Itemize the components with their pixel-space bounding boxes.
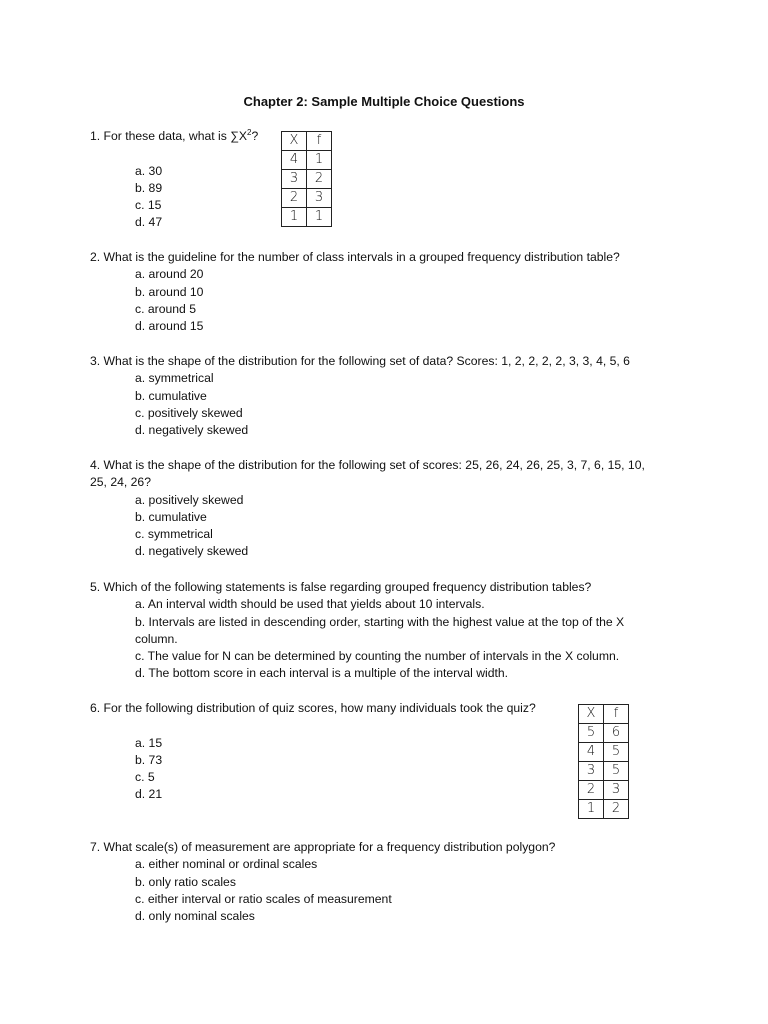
table-cell: 6 <box>604 724 629 743</box>
table-row <box>579 762 629 781</box>
question-1-stem <box>90 128 258 145</box>
table-cell: 1 <box>307 208 332 227</box>
table-row <box>579 781 629 800</box>
question-1-frequency-table <box>281 131 332 227</box>
question-1-stem-text: 1. For these data, what is ∑X <box>90 129 248 143</box>
question-7-option-a: a. either nominal or ordinal scales <box>135 857 318 872</box>
table-header-row <box>282 132 332 151</box>
question-4-option-a: a. positively skewed <box>135 492 244 507</box>
question-6-option-a: a. 15 <box>135 735 163 750</box>
question-3-option-b: b. cumulative <box>135 388 207 403</box>
question-1 <box>90 128 258 232</box>
question-3-option-a: a. symmetrical <box>135 371 214 386</box>
question-4-stem: 4. What is the shape of the distribution for the following set of scores: 25, 26, 24, 26, 25, 3, 7, 6, 15, 10, 25, 24, 26? <box>90 458 645 490</box>
question-1-stem-suffix: ? <box>251 129 259 143</box>
spacer <box>90 145 258 162</box>
question-3 <box>90 353 630 439</box>
question-4-option-d: d. negatively skewed <box>135 544 249 559</box>
question-5 <box>90 579 655 683</box>
question-6 <box>90 700 536 804</box>
table-cell: 3 <box>579 762 604 781</box>
question-2 <box>90 249 620 335</box>
question-1-option-b: b. 89 <box>135 180 163 195</box>
question-6-option-d: d. 21 <box>135 787 163 802</box>
table-row <box>282 151 332 170</box>
table-header-row <box>579 705 629 724</box>
question-6-frequency-table <box>578 704 629 819</box>
question-2-stem: 2. What is the guideline for the number of class intervals in a grouped frequency distribution table? <box>90 250 620 264</box>
question-3-option-d: d. negatively skewed <box>135 423 249 438</box>
table-row <box>282 208 332 227</box>
question-7-stem: 7. What scale(s) of measurement are appropriate for a frequency distribution polygon? <box>90 840 556 854</box>
question-2-option-b: b. around 10 <box>135 284 204 299</box>
table-header-x: X <box>282 132 307 151</box>
table-cell: 2 <box>579 781 604 800</box>
question-1-option-c: c. 15 <box>135 198 162 213</box>
page-title: Chapter 2: Sample Multiple Choice Questions <box>243 94 525 109</box>
table-cell: 2 <box>604 800 629 819</box>
table-cell: 5 <box>604 743 629 762</box>
table-row <box>282 170 332 189</box>
question-3-option-c: c. positively skewed <box>135 405 243 420</box>
question-7 <box>90 839 555 925</box>
question-5-stem: 5. Which of the following statements is false regarding grouped frequency distribution tables? <box>90 580 592 594</box>
table-cell: 4 <box>282 151 307 170</box>
question-5-option-c: c. The value for N can be determined by counting the number of intervals in the X column. <box>135 649 620 664</box>
table-header-x: X <box>579 705 604 724</box>
table-cell: 2 <box>307 170 332 189</box>
question-4-option-b: b. cumulative <box>135 509 207 524</box>
question-6-option-c: c. 5 <box>135 770 155 785</box>
table-cell: 5 <box>604 762 629 781</box>
table-header-f: f <box>604 705 629 724</box>
question-5-option-d: d. The bottom score in each interval is a multiple of the interval width. <box>135 666 509 681</box>
table-cell: 3 <box>604 781 629 800</box>
table-row <box>579 800 629 819</box>
question-4 <box>90 457 655 561</box>
question-4-option-c: c. symmetrical <box>135 527 213 542</box>
question-6-stem: 6. For the following distribution of quiz scores, how many individuals took the quiz? <box>90 701 536 715</box>
table-row <box>579 743 629 762</box>
question-6-option-b: b. 73 <box>135 752 163 767</box>
question-2-option-a: a. around 20 <box>135 267 204 282</box>
table-cell: 3 <box>307 189 332 208</box>
table-cell: 1 <box>579 800 604 819</box>
table-cell: 1 <box>282 208 307 227</box>
question-7-option-c: c. either interval or ratio scales of measurement <box>135 891 392 906</box>
question-7-option-d: d. only nominal scales <box>135 909 255 924</box>
question-2-option-d: d. around 15 <box>135 319 204 334</box>
table-row <box>579 724 629 743</box>
question-7-option-b: b. only ratio scales <box>135 874 236 889</box>
table-header-f: f <box>307 132 332 151</box>
question-1-option-d: d. 47 <box>135 215 163 230</box>
question-1-superscript: 2 <box>247 128 252 137</box>
table-cell: 3 <box>282 170 307 189</box>
spacer <box>90 717 536 734</box>
question-5-option-b: b. Intervals are listed in descending order, starting with the highest value at the top of the X column. <box>135 614 625 646</box>
table-cell: 5 <box>579 724 604 743</box>
table-row <box>282 189 332 208</box>
question-3-stem: 3. What is the shape of the distribution for the following set of data? Scores: 1, 2, 2, 2, 2, 3, 3, 4, 5, 6 <box>90 354 630 368</box>
question-2-option-c: c. around 5 <box>135 301 196 316</box>
question-1-option-a: a. 30 <box>135 163 163 178</box>
table-cell: 1 <box>307 151 332 170</box>
table-cell: 2 <box>282 189 307 208</box>
question-5-option-a: a. An interval width should be used that yields about 10 intervals. <box>135 597 485 612</box>
table-cell: 4 <box>579 743 604 762</box>
